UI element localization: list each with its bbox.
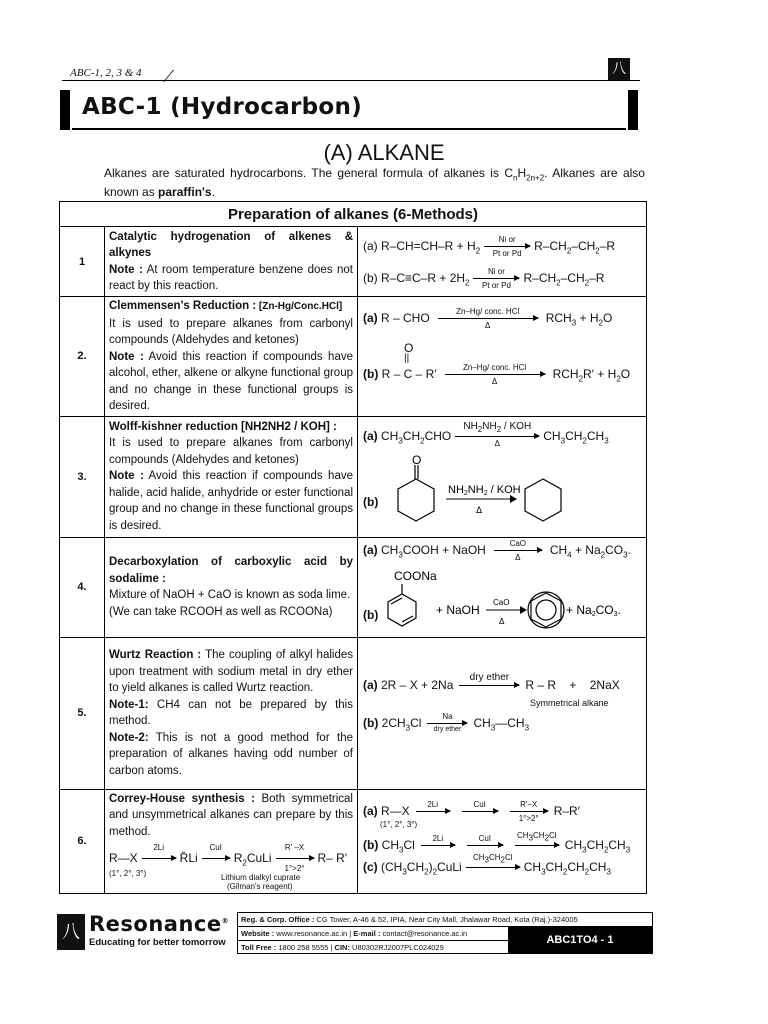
reaction-b: (b) R – C – R′ Zn–Hg/ conc. HCl Δ $RCH_2R' + H_2O$ bbox=[363, 363, 631, 387]
reaction-a: (a) $CH_3CH_2CHO$ $NH_2NH_2$ / KOH Δ $CH_3CH_2CH_3$ bbox=[363, 420, 609, 448]
note-1-text: CH4 can not be prepared by this method. bbox=[109, 698, 353, 727]
note-text: Avoid this reaction if compounds have alcohol, ether, alkene or alkyne functional group and no change in these functional groups is desired. bbox=[109, 350, 353, 412]
row-number: 1 bbox=[60, 227, 105, 297]
sodium-benzoate-decarboxylation bbox=[378, 568, 646, 636]
table-row bbox=[60, 637, 647, 789]
benzene-ring-reactant bbox=[388, 594, 416, 626]
row-title: Wolff-kishner reduction [NH2NH2 / KOH] : bbox=[109, 420, 337, 433]
row-description bbox=[105, 297, 358, 417]
svg-text:+ Na2CO3.: + Na2CO3. bbox=[566, 602, 621, 618]
svg-text:COONa: COONa bbox=[394, 568, 437, 583]
cyclohexanone-to-cyclohexane bbox=[378, 453, 648, 537]
row-body: It is used to prepare alkanes from carbonyl compounds (Aldehydes and ketones) bbox=[109, 317, 353, 346]
resonance-logo-icon: 八 bbox=[57, 914, 85, 950]
header-label: ABC-1, 2, 3 & 4 bbox=[70, 67, 142, 79]
row-reactions bbox=[358, 789, 647, 894]
row-reactions bbox=[358, 227, 647, 297]
symmetrical-alkane-note: Symmetrical alkane bbox=[530, 697, 609, 708]
brand-text: Resonance bbox=[89, 912, 222, 936]
resonance-logo-icon: 八 bbox=[608, 58, 630, 80]
brand-tagline: Educating for better tomorrow bbox=[89, 937, 226, 948]
row-condition: [Zn-Hg/Conc.HCl] bbox=[256, 301, 343, 312]
row-number: 5. bbox=[60, 637, 105, 789]
row-number: 3. bbox=[60, 416, 105, 537]
svg-text:NH2NH2 / KOH: NH2NH2 / KOH bbox=[448, 483, 521, 497]
benzene-ring-product bbox=[528, 592, 564, 628]
row-body: Mixture of NaOH + CaO is known as soda lime. bbox=[109, 589, 351, 601]
email-link[interactable]: contact@resonance.ac.in bbox=[380, 929, 468, 938]
row-number: 6. bbox=[60, 789, 105, 894]
reaction-a: (a) 2R – X + 2Na dry ether R – R + 2NaX bbox=[363, 671, 620, 692]
cyclohexanone-ring bbox=[398, 479, 434, 521]
note-2-text: This is not a good method for the preparation of alkanes having odd number of carbon atoms. bbox=[109, 731, 353, 777]
resonance-brand bbox=[55, 912, 235, 954]
svg-text:O: O bbox=[412, 452, 422, 467]
toll-number: 1800 258 5555 | bbox=[276, 943, 335, 952]
cin-number: U80302RJ2007PLC024029 bbox=[349, 943, 444, 952]
intro-h: H bbox=[517, 166, 527, 180]
office-address: CG Tower, A-46 & 52, IPIA, Near City Mall, Jhalawar Road, Kota (Raj.)-324005 bbox=[314, 915, 578, 924]
note-1-label: Note-1: bbox=[109, 698, 149, 711]
svg-text:CaO: CaO bbox=[493, 597, 510, 607]
gilman-note-2: (Gilman's reagent) bbox=[227, 882, 293, 891]
page-code: ABC1TO4 - 1 bbox=[508, 927, 652, 953]
row-reactions bbox=[358, 297, 647, 417]
reaction-c: (c) $(CH_3CH_2)_2CuLi$ $CH_3CH_2Cl$ $CH_3CH_2CH_2CH_3$ bbox=[363, 853, 611, 876]
row-body: The coupling of alkyl halides upon treatment with sodium metal in dry ether to yield alkanes is called Wurtz reaction. bbox=[109, 649, 353, 694]
intro-sub2: 2n+2 bbox=[526, 173, 545, 183]
preparation-table bbox=[59, 201, 647, 894]
note-label: Note : bbox=[109, 470, 144, 483]
reaction-b-label: (b) bbox=[363, 494, 379, 509]
row-reactions bbox=[358, 537, 647, 637]
row-title: Clemmensen's Reduction : bbox=[109, 300, 257, 312]
row-body: Both symmetrical and unsymmetrical alkanes can prepare by this method. bbox=[109, 792, 353, 838]
row-description bbox=[105, 416, 358, 537]
row-title: Decarboxylation of carboxylic acid by sodalime : bbox=[109, 556, 353, 585]
intro-end: . bbox=[211, 185, 215, 200]
intro-text: Alkanes are saturated hydrocarbons. The general formula of alkanes is C bbox=[104, 166, 513, 180]
intro-sub: n bbox=[513, 173, 518, 183]
carbonyl-oxygen: O bbox=[404, 341, 414, 355]
header-rule bbox=[62, 80, 640, 81]
svg-text:+ NaOH: + NaOH bbox=[436, 602, 480, 617]
degree-note-a: (1°, 2°, 3°) bbox=[380, 819, 418, 829]
intro-bold: paraffin's bbox=[158, 185, 212, 200]
table-row bbox=[60, 537, 647, 637]
section-title: (A) ALKANE bbox=[323, 140, 445, 165]
table-row bbox=[60, 416, 647, 537]
website-label: Website : bbox=[241, 929, 275, 938]
row-title: Wurtz Reaction : bbox=[109, 649, 202, 661]
table-row bbox=[60, 227, 647, 297]
reaction-b: (b) $2CH_3Cl$ Na dry ether $CH_3—CH_3$ bbox=[363, 711, 530, 733]
row-body-2: (We can take RCOOH as well as RCOONa) bbox=[109, 605, 333, 618]
intro-text2: . Alkanes are also known as bbox=[104, 166, 645, 200]
note-label: Note : bbox=[109, 263, 143, 276]
degree-note: (1°, 2°, 3°) bbox=[109, 869, 147, 878]
note-2-label: Note-2: bbox=[109, 731, 149, 744]
brand-name bbox=[89, 912, 229, 936]
table-row bbox=[60, 789, 647, 894]
page-footer bbox=[55, 912, 653, 954]
row-title: Catalytic hydrogenation of alkenes & alkynes bbox=[109, 230, 353, 259]
svg-text:Δ: Δ bbox=[499, 616, 505, 626]
note-text: At room temperature benzene does not react by this reaction. bbox=[109, 263, 353, 292]
intro-paragraph bbox=[104, 166, 645, 200]
row-description bbox=[105, 789, 358, 894]
row-reactions bbox=[358, 416, 647, 537]
registered-mark: ® bbox=[221, 917, 230, 925]
chapter-title: ABC-1 (Hydrocarbon) bbox=[82, 94, 363, 120]
office-label: Reg. & Corp. Office : bbox=[241, 915, 315, 924]
title-bar-left bbox=[60, 90, 70, 130]
website-link[interactable]: www.resonance.ac.in | bbox=[274, 929, 354, 938]
email-label: E-mail : bbox=[353, 929, 381, 938]
row-number: 2. bbox=[60, 297, 105, 417]
row-description bbox=[105, 537, 358, 637]
note-label: Note : bbox=[109, 350, 144, 363]
chapter-title-box bbox=[60, 90, 638, 130]
row-description bbox=[105, 227, 358, 297]
office-row bbox=[238, 913, 652, 927]
row-number: 4. bbox=[60, 537, 105, 637]
reaction-b: (b) $R-C\equiv C-R + 2H_2$ Ni or Pt or Pd $R-CH_2-CH_2-R$ bbox=[363, 267, 605, 291]
note-text: Avoid this reaction if compounds have halide, acid halide, anhydride or ester functional group and no change in these functional groups is desired. bbox=[109, 470, 353, 532]
toll-label: Toll Free : bbox=[241, 943, 277, 952]
reaction-b: (b) $CH_3Cl$ 2Li CuI $CH_3CH_2Cl$ $CH_3CH_2CH_3$ bbox=[363, 831, 631, 854]
table-row bbox=[60, 297, 647, 417]
reaction-a: (a) R—X 2Li CuI R′–X 1°>2° R–R′ bbox=[363, 799, 580, 823]
svg-text:Δ: Δ bbox=[476, 505, 483, 516]
cyclohexane-ring bbox=[525, 479, 561, 521]
gilman-note: Lithium dialkyl cuprate bbox=[221, 873, 301, 882]
row-body: It is used to prepare alkanes from carbonyl compounds (Aldehydes and ketones) bbox=[109, 437, 353, 466]
title-underline bbox=[72, 128, 626, 130]
row-title: Correy-House synthesis : bbox=[109, 792, 255, 805]
title-bar-right bbox=[628, 90, 638, 130]
reaction-b-label: (b) bbox=[363, 607, 379, 622]
table-heading: Preparation of alkanes (6-Methods) bbox=[60, 202, 647, 227]
row-reactions bbox=[358, 637, 647, 789]
reaction-a: (a) $R-CH=CH-R + H_2$ Ni or Pt or Pd $R-CH_2-CH_2-R$ bbox=[363, 235, 616, 259]
double-bond: || bbox=[404, 353, 410, 364]
cin-label: CIN: bbox=[334, 943, 350, 952]
reaction-a: (a) R – CHO Zn–Hg/ conc. HCl Δ $RCH_3 + H_2O$ bbox=[363, 307, 613, 331]
correy-house-general-equation: R—X 2Li R̄Li CuI $R_2CuLi$ R′ –X 1°>2° R– R′ (1°, 2°, 3°) Lithium dialkyl cuprate (Gilman's reagent) bbox=[109, 844, 353, 892]
row-description bbox=[105, 637, 358, 789]
reaction-a: (a) $CH_3COOH$ + NaOH CaO Δ $CH_4 + Na_2CO_3$. bbox=[363, 538, 631, 562]
